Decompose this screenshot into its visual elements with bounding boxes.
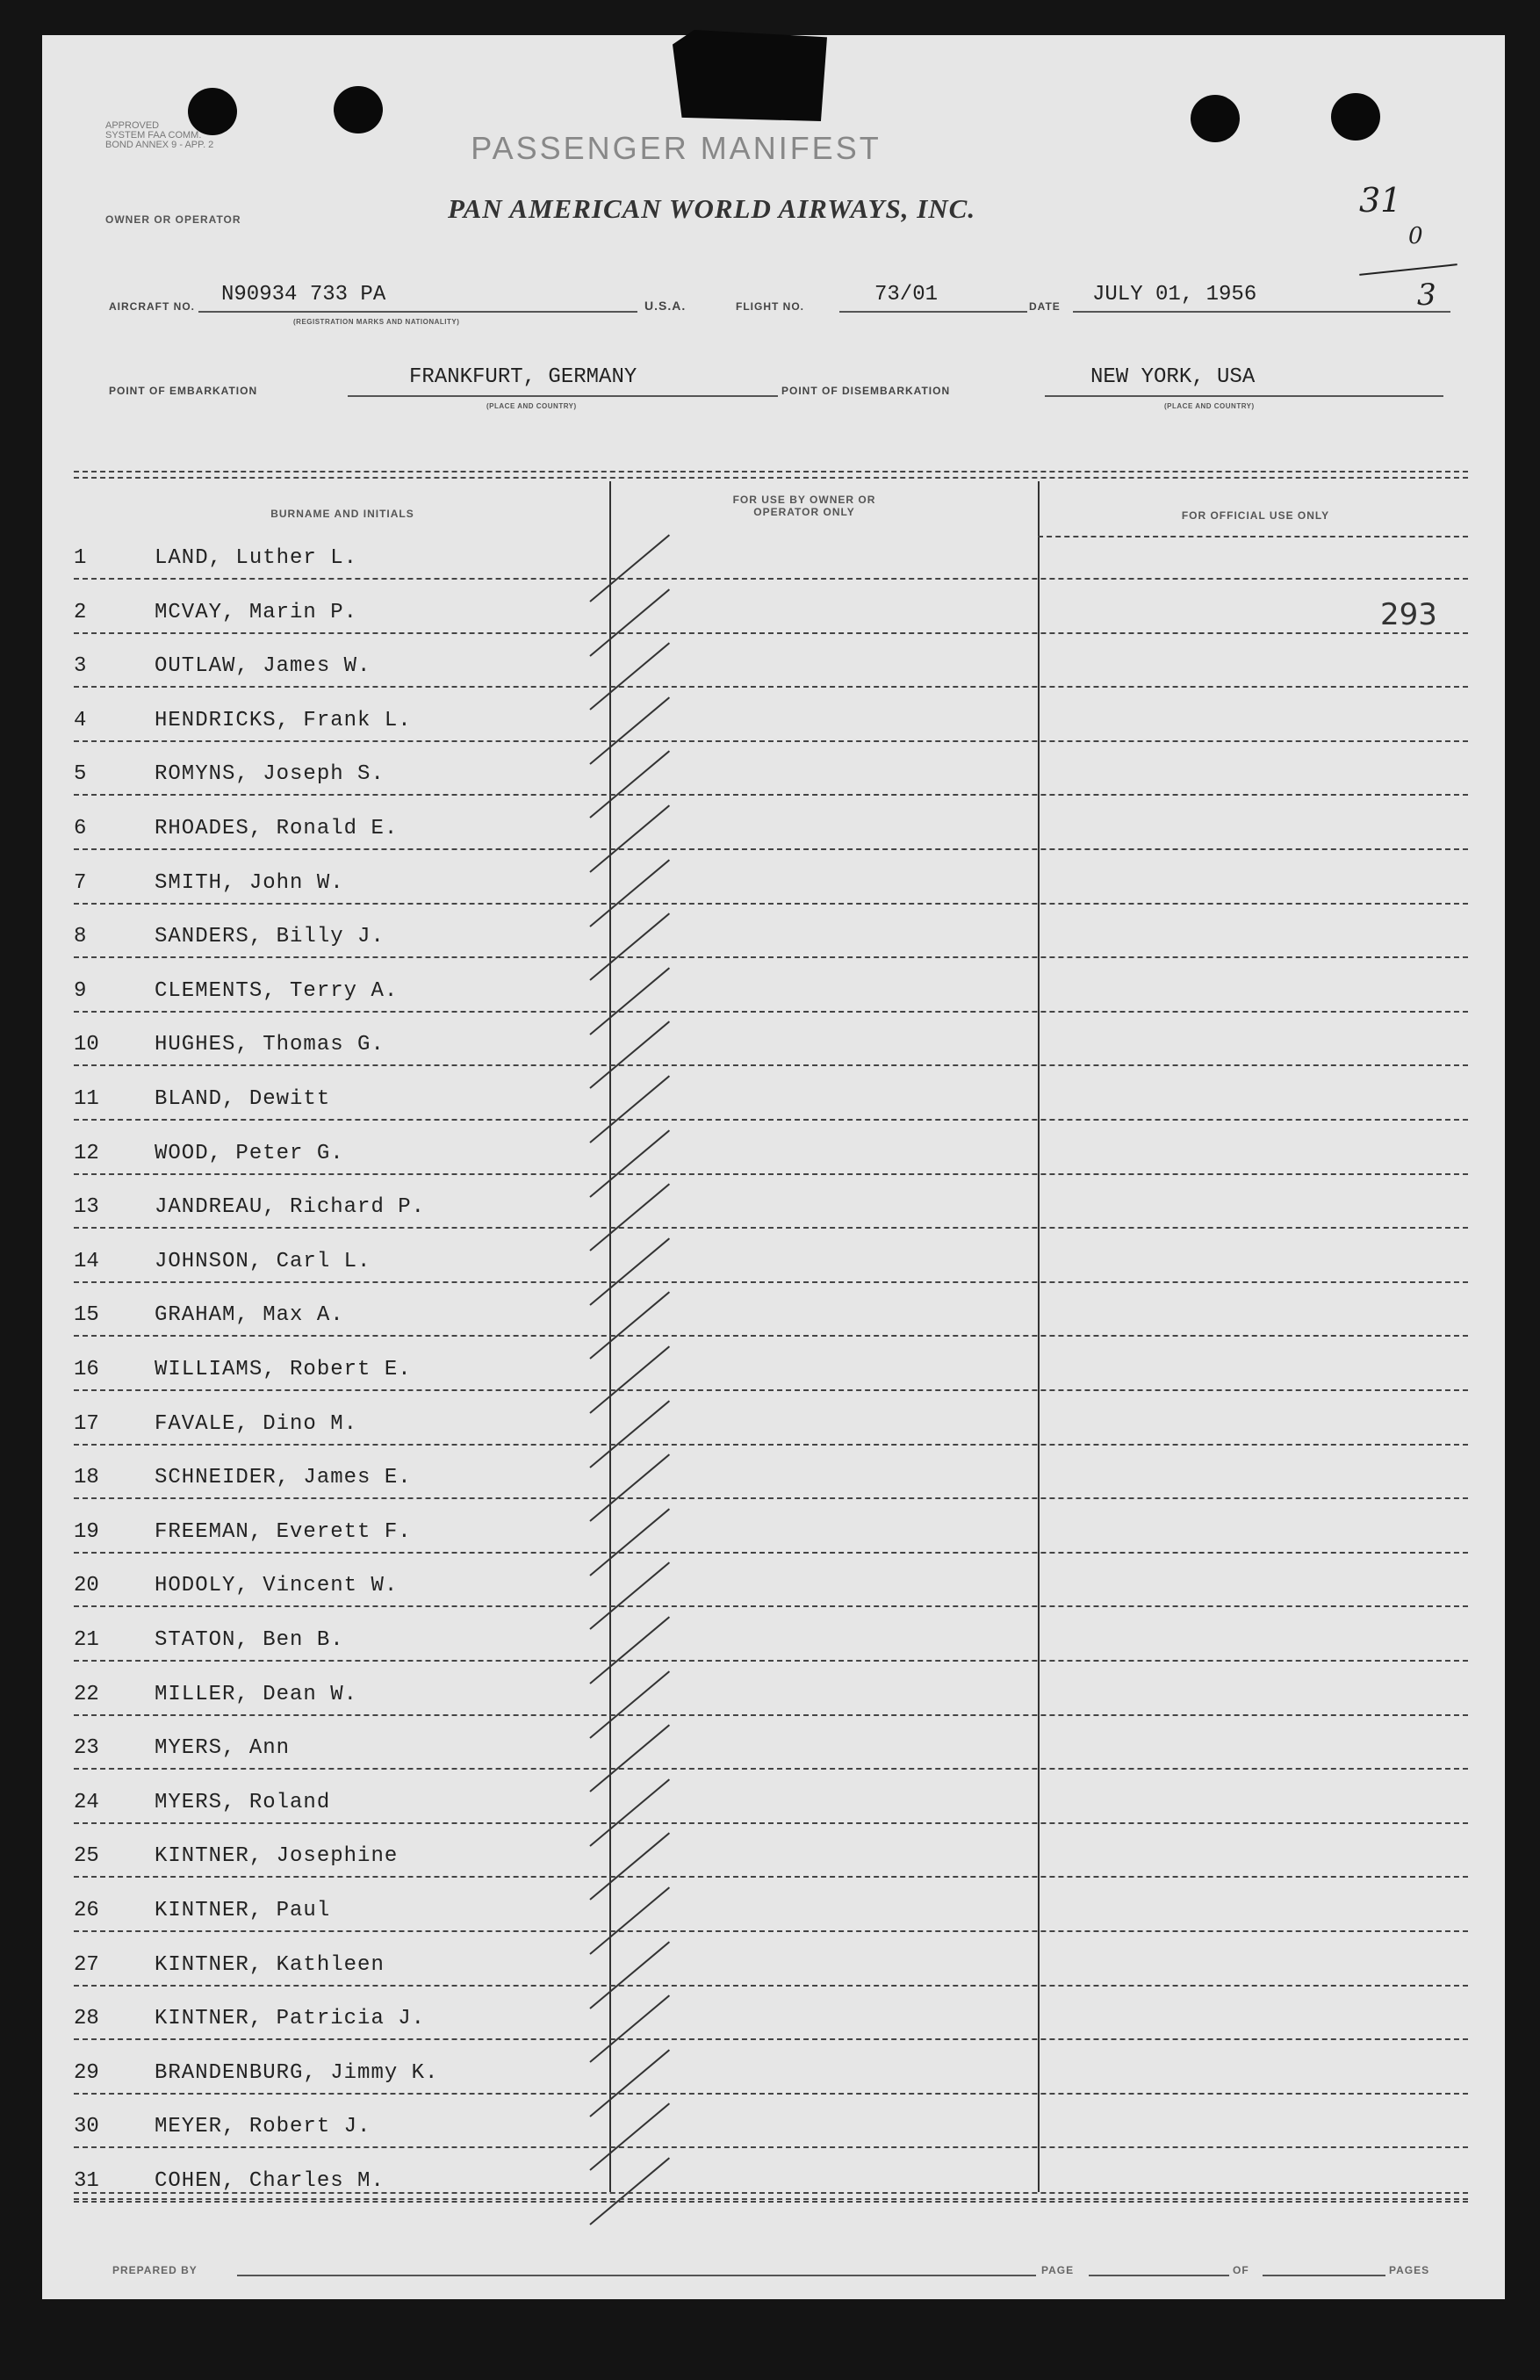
passenger-name: BRANDENBURG, Jimmy K. [155,2060,439,2085]
flight-value: 73/01 [874,283,939,307]
passenger-number: 16 [74,1358,99,1381]
prepared-by-line [237,2275,1036,2276]
prepared-by-label: PREPARED BY [112,2264,198,2276]
disembarkation-sublabel: (PLACE AND COUNTRY) [1164,402,1255,410]
paper-tab [673,30,827,121]
passenger-name: HUGHES, Thomas G. [155,1033,385,1057]
passenger-name: JOHNSON, Carl L. [155,1249,371,1273]
passenger-number: 23 [74,1736,99,1761]
flight-label: FLIGHT NO. [736,300,804,313]
passenger-number: 13 [74,1195,99,1220]
passenger-number: 28 [74,2007,99,2031]
passenger-number: 4 [74,708,87,732]
row-rule [74,848,1468,850]
row-rule [74,686,1468,688]
row-rule [74,1011,1468,1013]
passenger-number: 24 [74,1790,99,1814]
row-rule [74,1281,1468,1283]
row-rule [74,2201,1468,2203]
aircraft-value: N90934 733 PA [221,283,386,307]
disembarkation-underline [1045,395,1443,397]
passenger-number: 15 [74,1303,99,1328]
passenger-number: 9 [74,978,87,1003]
passenger-name: MYERS, Ann [155,1736,291,1761]
passenger-number: 3 [74,654,87,679]
passenger-name: MEYER, Robert J. [155,2115,371,2139]
passenger-name: OUTLAW, James W. [155,654,371,679]
passenger-number: 1 [74,546,87,570]
date-value: JULY 01, 1956 [1092,283,1257,307]
header-rule [1038,536,1468,537]
row-rule [74,903,1468,905]
row-rule [74,956,1468,958]
page-line [1089,2275,1229,2276]
table-top-rule [74,471,1468,479]
row-rule [74,1173,1468,1175]
row-rule [74,1822,1468,1824]
passenger-name: HENDRICKS, Frank L. [155,708,412,732]
row-rule [74,1064,1468,1066]
passenger-name: STATON, Ben B. [155,1628,344,1652]
passenger-number: 7 [74,870,87,895]
passenger-number: 18 [74,1466,99,1490]
date-underline [1073,311,1450,313]
row-rule [74,1335,1468,1337]
official-use-header: FOR OFFICIAL USE ONLY [1181,509,1330,522]
surname-header: BURNAME AND INITIALS [270,508,414,520]
disembarkation-value: NEW YORK, USA [1090,365,1256,389]
passenger-name: MCVAY, Marin P. [155,600,358,624]
passenger-number: 25 [74,1844,99,1869]
row-rule [74,1714,1468,1716]
passenger-name: RHOADES, Ronald E. [155,817,399,840]
owner-label: OWNER OR OPERATOR [105,213,241,226]
passenger-name: KINTNER, Patricia J. [155,2007,426,2031]
row-rule [74,2093,1468,2095]
passenger-name: ROMYNS, Joseph S. [155,762,385,787]
row-rule [74,2038,1468,2040]
passenger-number: 6 [74,817,87,840]
passenger-name: WOOD, Peter G. [155,1141,344,1165]
row-rule [74,794,1468,796]
passenger-number: 12 [74,1141,99,1165]
punch-hole [1331,93,1380,141]
of-line [1263,2275,1385,2276]
passenger-number: 26 [74,1899,99,1922]
passenger-number: 11 [74,1087,99,1111]
table-bottom-rule [74,2192,1468,2200]
page-label: PAGE [1041,2264,1075,2276]
row-rule [74,1119,1468,1121]
passenger-name: COHEN, Charles M. [155,2169,385,2193]
punch-hole [334,86,383,133]
passenger-name: WILLIAMS, Robert E. [155,1358,412,1381]
row-rule [74,1985,1468,1987]
row-rule [74,1605,1468,1607]
date-label: DATE [1029,300,1061,313]
passenger-name: MYERS, Roland [155,1790,331,1814]
passenger-number: 10 [74,1033,99,1057]
row-rule [74,1444,1468,1446]
passenger-name: BLAND, Dewitt [155,1087,331,1111]
airline-name: PAN AMERICAN WORLD AIRWAYS, INC. [448,193,976,224]
approval-stamp: APPROVED SYSTEM FAA COMM. BOND ANNEX 9 - APP. 2 [105,120,214,150]
row-rule [74,1660,1468,1662]
passenger-name: HODOLY, Vincent W. [155,1574,399,1598]
row-rule [74,740,1468,742]
row-rule [74,2146,1468,2148]
row-rule [74,1876,1468,1878]
passenger-number: 22 [74,1682,99,1706]
passenger-name: JANDREAU, Richard P. [155,1195,426,1220]
passenger-number: 5 [74,762,87,787]
passenger-name: GRAHAM, Max A. [155,1303,344,1328]
owner-use-header: FOR USE BY OWNER OR OPERATOR ONLY [732,494,876,518]
passenger-number: 27 [74,1952,99,1977]
passenger-name: KINTNER, Paul [155,1899,331,1922]
pages-label: PAGES [1389,2264,1430,2276]
aircraft-underline [198,311,637,313]
embarkation-value: FRANKFURT, GERMANY [409,365,637,389]
passenger-name: KINTNER, Kathleen [155,1952,385,1977]
handwritten-denominator: 3 [1417,278,1436,313]
handwritten-numerator: 31 [1359,181,1402,220]
row-rule [74,1552,1468,1554]
official-mark: 293 [1380,597,1437,632]
punch-hole [1191,95,1240,142]
passenger-name: FAVALE, Dino M. [155,1411,358,1436]
passenger-name: SCHNEIDER, James E. [155,1466,412,1490]
row-rule [74,632,1468,634]
passenger-number: 20 [74,1574,99,1598]
row-rule [74,1930,1468,1932]
form-title: PASSENGER MANIFEST [471,130,882,166]
passenger-number: 30 [74,2115,99,2139]
passenger-name: SANDERS, Billy J. [155,925,385,949]
embarkation-sublabel: (PLACE AND COUNTRY) [486,402,577,410]
passenger-number: 17 [74,1411,99,1436]
passenger-number: 19 [74,1519,99,1544]
passenger-number: 14 [74,1249,99,1273]
handwritten-middle: 0 [1408,223,1423,249]
country-label: U.S.A. [644,299,687,313]
passenger-number: 21 [74,1628,99,1652]
passenger-name: CLEMENTS, Terry A. [155,978,399,1003]
row-rule [74,1227,1468,1229]
passenger-name: SMITH, John W. [155,870,344,895]
passenger-name: MILLER, Dean W. [155,1682,358,1706]
embarkation-label: POINT OF EMBARKATION [109,385,258,397]
row-rule [74,578,1468,580]
row-rule [74,1497,1468,1499]
passenger-number: 31 [74,2169,99,2193]
of-label: OF [1233,2264,1249,2276]
passenger-name: LAND, Luther L. [155,546,358,570]
flight-underline [839,311,1027,313]
aircraft-sublabel: (REGISTRATION MARKS AND NATIONALITY) [293,318,460,326]
passenger-number: 2 [74,600,87,624]
embarkation-underline [348,395,778,397]
row-rule [74,1768,1468,1770]
passenger-name: FREEMAN, Everett F. [155,1519,412,1544]
disembarkation-label: POINT OF DISEMBARKATION [781,385,951,397]
passenger-name: KINTNER, Josephine [155,1844,399,1869]
passenger-number: 8 [74,925,87,949]
row-rule [74,1389,1468,1391]
passenger-number: 29 [74,2060,99,2085]
aircraft-label: AIRCRAFT NO. [109,300,195,313]
